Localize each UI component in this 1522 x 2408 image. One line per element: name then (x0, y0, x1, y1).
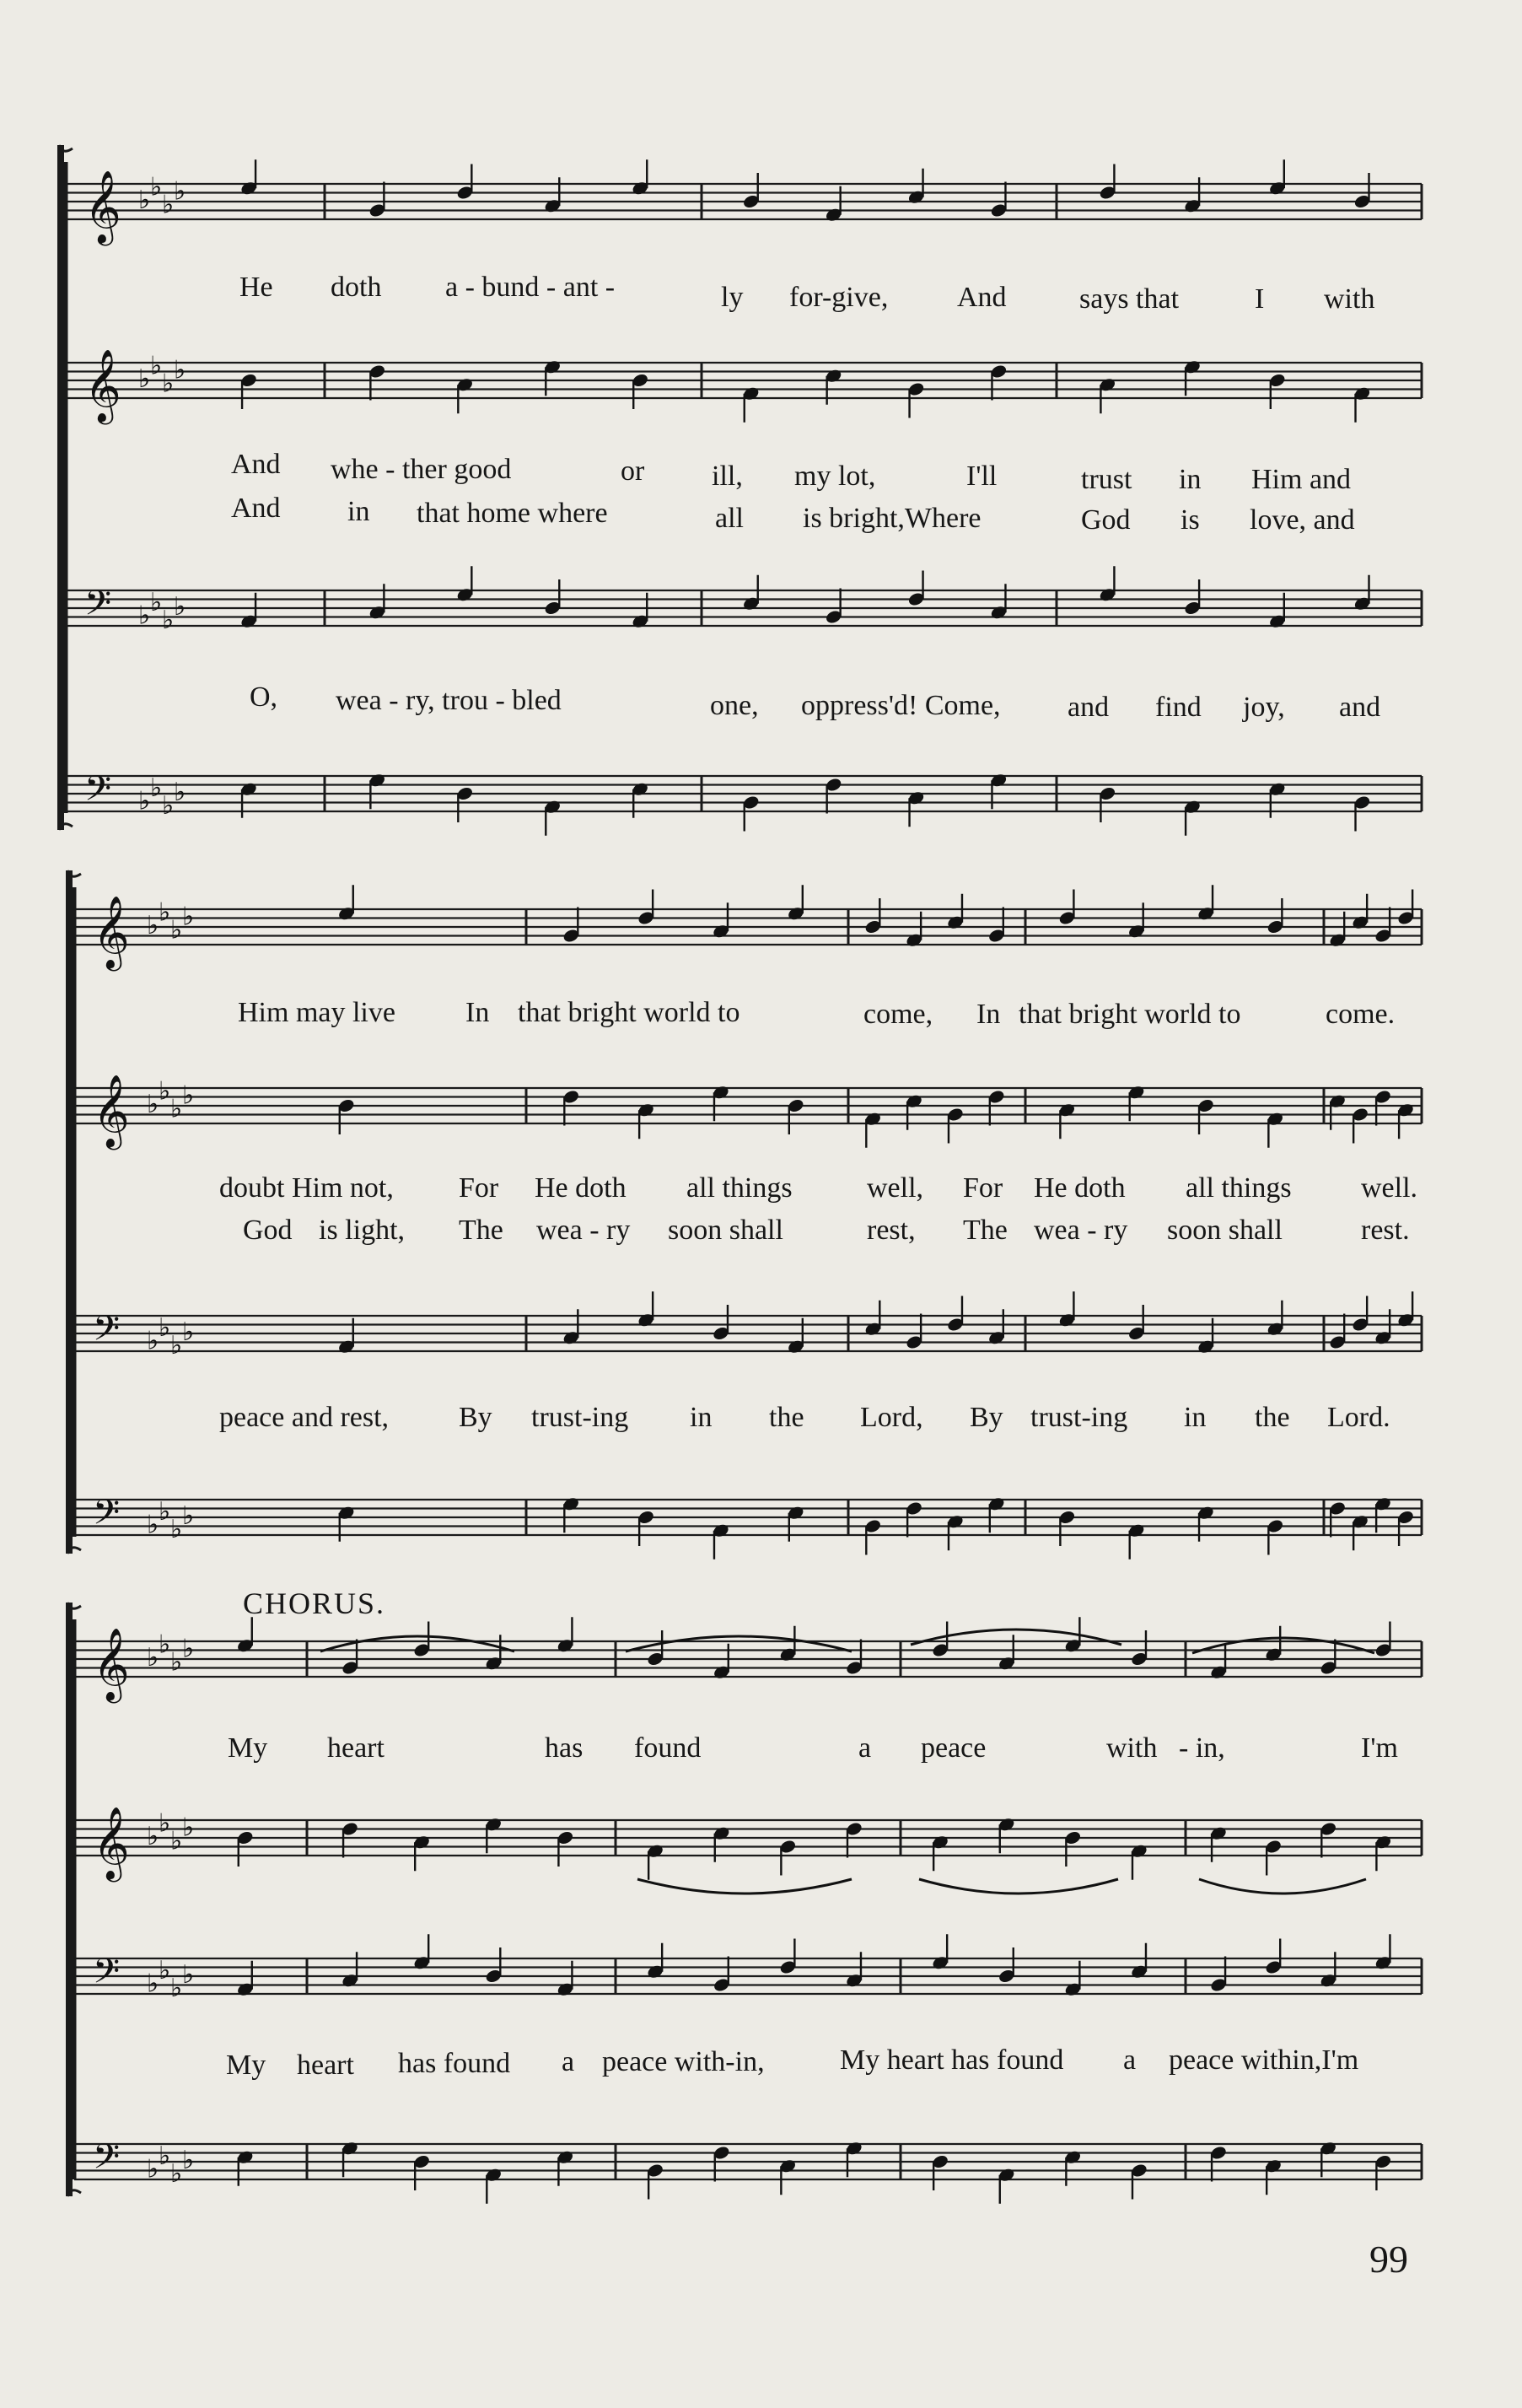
lyric: My (228, 1732, 268, 1764)
page-number: 99 (1369, 2238, 1408, 2281)
flat-sign: ♭ (174, 355, 186, 385)
flat-sign: ♭ (150, 587, 163, 617)
lyric: Him and (1251, 464, 1352, 495)
flat-sign: ♭ (162, 369, 175, 399)
lyric: come, (863, 999, 933, 1030)
lyric: whe - ther good (331, 454, 512, 485)
flat-sign: ♭ (138, 364, 151, 394)
lyric: And (957, 282, 1007, 313)
lyric: He doth (1034, 1172, 1126, 1204)
lyric: soon shall (1167, 1215, 1283, 1246)
treble-clef: 𝄞 (93, 1807, 130, 1879)
lyric: God (243, 1215, 293, 1246)
lyric: For (459, 1172, 499, 1204)
flat-sign: ♭ (170, 915, 183, 945)
lyric: peace within,I'm (1169, 2044, 1359, 2076)
bass-clef: 𝄢 (84, 768, 112, 817)
flat-sign: ♭ (150, 172, 163, 202)
lyric: The (963, 1215, 1008, 1246)
flat-sign: ♭ (182, 2146, 195, 2175)
flat-sign: ♭ (159, 1955, 171, 1985)
lyric: oppress'd! Come, (801, 690, 1001, 721)
lyric: By (459, 1402, 492, 1433)
lyric: doubt Him not, (219, 1172, 394, 1204)
lyric: that home where (417, 498, 608, 529)
lyric: well. (1361, 1172, 1418, 1204)
lyric: ill, (712, 461, 743, 492)
lyric: well, (867, 1172, 924, 1204)
flat-sign: ♭ (159, 1312, 171, 1343)
lyric: rest. (1361, 1215, 1410, 1246)
lyric: My (226, 2050, 266, 2081)
flat-sign: ♭ (170, 1973, 183, 2003)
lyric: He doth (535, 1172, 627, 1204)
flat-sign: ♭ (170, 2158, 183, 2189)
flat-sign: ♭ (174, 176, 186, 207)
slur (626, 1636, 852, 1651)
flat-sign: ♭ (147, 1822, 159, 1851)
bass-clef: 𝄢 (93, 2136, 121, 2185)
lyric: or (621, 455, 645, 487)
lyric: one, (710, 690, 759, 721)
lyric: I (1255, 283, 1265, 315)
lyric: He (239, 272, 273, 303)
lyric: the (769, 1402, 804, 1433)
lyric: a - bund - ant - (445, 272, 616, 303)
flat-sign: ♭ (138, 786, 151, 816)
lyric: trust (1081, 464, 1132, 495)
treble-clef: 𝄞 (84, 349, 121, 422)
lyric: peace and rest, (219, 1402, 390, 1433)
flat-sign: ♭ (147, 1090, 159, 1119)
flat-sign: ♭ (159, 1630, 171, 1660)
lyric: O, (250, 681, 278, 713)
slur (637, 1879, 852, 1894)
flat-sign: ♭ (138, 601, 151, 631)
lyric: In (465, 997, 490, 1028)
lyric: a (562, 2046, 575, 2077)
flat-sign: ♭ (170, 1826, 183, 1856)
lyric: The (459, 1215, 503, 1246)
lyric: found (634, 1732, 702, 1764)
lyric: Lord, (860, 1402, 923, 1433)
lyric: says that (1079, 283, 1180, 315)
lyric: is bright,Where (803, 503, 982, 534)
lyric: Lord. (1327, 1402, 1390, 1433)
flat-sign: ♭ (170, 1330, 183, 1360)
flat-sign: ♭ (182, 1317, 195, 1347)
lyric: trust-ing (1030, 1402, 1128, 1433)
lyric: heart (297, 2050, 354, 2081)
lyric: all (715, 503, 744, 534)
lyric: God (1081, 504, 1131, 536)
slur (919, 1879, 1118, 1894)
flat-sign: ♭ (170, 1647, 183, 1678)
flat-sign: ♭ (182, 1634, 195, 1664)
flat-sign: ♭ (170, 1514, 183, 1544)
flat-sign: ♭ (159, 1808, 171, 1839)
lyric: all things (686, 1172, 793, 1204)
lyric: my lot, (794, 461, 876, 492)
lyric: with (1106, 1732, 1158, 1764)
flat-sign: ♭ (174, 778, 186, 807)
flat-sign: ♭ (162, 190, 175, 220)
lyric: rest, (867, 1215, 916, 1246)
lyric: and (1339, 692, 1381, 723)
lyric: doth (331, 272, 382, 303)
lyric: in (1184, 1402, 1207, 1433)
lyric: wea - ry, trou - bled (336, 685, 562, 716)
lyric: wea - ry (1034, 1215, 1128, 1246)
flat-sign: ♭ (147, 1969, 159, 1999)
treble-clef: 𝄞 (93, 896, 130, 968)
flat-sign: ♭ (162, 790, 175, 821)
lyric: has (545, 1732, 584, 1764)
flat-sign: ♭ (147, 911, 159, 940)
flat-sign: ♭ (150, 351, 163, 381)
lyric: in (347, 496, 370, 527)
lyric: that bright world to (518, 997, 740, 1028)
flat-sign: ♭ (138, 186, 151, 215)
flat-sign: ♭ (159, 1496, 171, 1527)
lyric: I'll (966, 461, 998, 492)
flat-sign: ♭ (182, 1960, 195, 1990)
lyric: a (1123, 2044, 1137, 2076)
flat-sign: ♭ (174, 592, 186, 622)
lyric: joy, (1243, 692, 1285, 723)
flat-sign: ♭ (162, 605, 175, 635)
lyric: I'm (1361, 1732, 1398, 1764)
flat-sign: ♭ (147, 1326, 159, 1356)
lyric: that bright world to (1019, 999, 1241, 1030)
lyric: soon shall (668, 1215, 783, 1246)
lyric: heart (327, 1732, 385, 1764)
bass-clef: 𝄢 (93, 1951, 121, 2000)
lyric: has found (398, 2048, 511, 2079)
lyric: and (1068, 692, 1110, 723)
lyric: love, and (1250, 504, 1355, 536)
lyric: By (970, 1402, 1003, 1433)
lyric: the (1255, 1402, 1290, 1433)
clefs (84, 170, 194, 2189)
lyric: wea - ry (536, 1215, 631, 1246)
lyric: all things (1186, 1172, 1292, 1204)
lyric: is (1180, 504, 1200, 536)
lyric: And (231, 493, 281, 524)
flat-sign: ♭ (182, 1080, 195, 1111)
bass-clef: 𝄢 (93, 1492, 121, 1541)
lyric: with (1324, 283, 1375, 315)
flat-sign: ♭ (147, 1643, 159, 1673)
lyric: a (858, 1732, 872, 1764)
flat-sign: ♭ (170, 1094, 183, 1124)
lyric: for-give, (789, 282, 889, 313)
flat-sign: ♭ (182, 1813, 195, 1843)
lyric: And (231, 449, 281, 480)
treble-clef: 𝄞 (93, 1075, 130, 1147)
bass-clef: 𝄢 (84, 583, 112, 632)
slur (911, 1630, 1121, 1645)
lyric: My heart has found (840, 2044, 1064, 2076)
lyric: come. (1326, 999, 1396, 1030)
flat-sign: ♭ (147, 1510, 159, 1540)
lyric: peace (921, 1732, 987, 1764)
chorus-heading: CHORUS. (243, 1586, 386, 1620)
flat-sign: ♭ (147, 2154, 159, 2184)
lyric: ly (721, 282, 744, 313)
flat-sign: ♭ (182, 1501, 195, 1531)
flat-sign: ♭ (159, 897, 171, 928)
lyric: Him may live (238, 997, 395, 1028)
lyric: in (1179, 464, 1202, 495)
flat-sign: ♭ (182, 902, 195, 932)
lyric: find (1155, 692, 1202, 723)
lyric: In (976, 999, 1001, 1030)
bass-clef: 𝄢 (93, 1308, 121, 1357)
lyric: in (690, 1402, 713, 1433)
lyric: peace with-in, (602, 2046, 765, 2077)
lyric: trust-ing (531, 1402, 629, 1433)
flat-sign: ♭ (150, 773, 163, 803)
flat-sign: ♭ (159, 1076, 171, 1107)
lyric: For (963, 1172, 1003, 1204)
treble-clef: 𝄞 (93, 1628, 130, 1700)
treble-clef: 𝄞 (84, 170, 121, 243)
lyric: - in, (1179, 1732, 1225, 1764)
flat-sign: ♭ (159, 2141, 171, 2171)
slur (1199, 1879, 1366, 1894)
lyric: is light, (319, 1215, 406, 1246)
